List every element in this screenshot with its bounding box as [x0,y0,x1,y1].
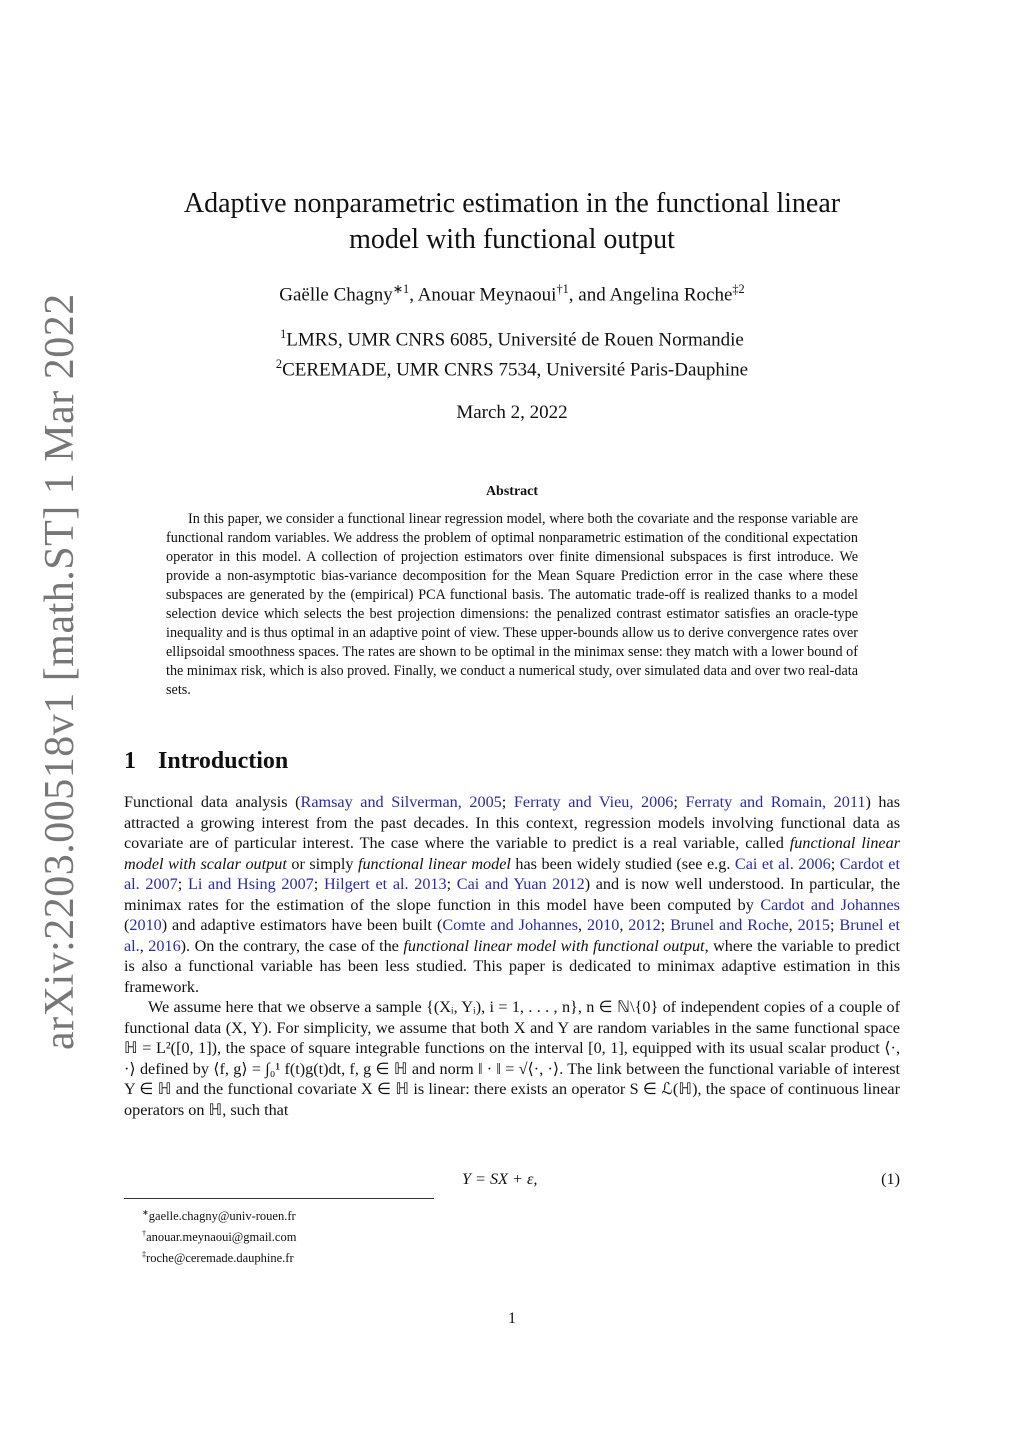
author-sep: , [409,284,418,306]
abstract [166,510,858,700]
citation-link[interactable]: Cardot et al. 2007 [124,854,900,893]
citation-link[interactable]: Comte and Johannes [442,916,579,934]
text-run: , [788,916,798,934]
citation-link[interactable]: Li and Hsing 2007 [187,875,314,893]
citation-link[interactable]: 2010 [586,916,620,934]
affiliation-2 [130,352,894,382]
affiliation-1 [130,322,894,352]
citation-link[interactable]: Cardot and Johannes [760,895,900,914]
abstract-heading: Abstract [485,484,539,499]
citation-link[interactable]: Ferraty and Romain, 2011 [685,793,866,811]
emphasis: functional linear model [357,854,511,873]
text-run: , [578,916,587,934]
arxiv-stamp: arXiv:2203.00518v1 [math.ST] 1 Mar 2022 [37,293,83,1050]
citation-link[interactable]: Brunel et al. [124,916,901,955]
intro-paragraph-2: We assume here that we observe a sample {(Xᵢ, Yᵢ), i = 1, . . . , n}, n ∈ ℕ\{0} of independent copies of a couple of functional data (X, Y). For simplicity, we assume that both X and Y are random variables in the same functional space ℍ = L²([0, 1]), the space of square integrable functions on the interval [0, 1], equipped with its usual scalar product ⟨·, ·⟩ defined by ⟨f, g⟩ = ∫₀¹ f(t)g(t)dt, f, g ∈ ℍ and norm ‖ · ‖ = √⟨·, ·⟩. The link between the functional variable of interest Y ∈ ℍ and the functional covariate X ∈ ℍ is linear: there exists an operator S ∈ ℒ(ℍ), the space of continuous linear operators on ℍ, such that [124,998,900,1119]
paper-date: March 2, 2022 [456,402,568,423]
text-run: , where the variable to predict is also a functional variable has been less studied. This paper is dedicated to minimax adaptive estimation in this framework. [124,936,901,996]
emphasis: functional linear model with functional output [403,936,705,955]
text-run: ; [830,854,840,873]
text-run: ) has attracted a growing interest from the past decades. In this context, regression models involving functional data as covariate are of particular interest. The case where the variable to predict is a real variable, called [124,793,901,852]
author-3: Angelina Roche [609,284,733,306]
text-run: or simply [286,854,358,873]
footnote-rule [124,1198,434,1199]
citation-link[interactable]: Hilgert et al. 2013 [323,875,447,893]
author-1-mark: ∗1 [392,282,410,296]
citation-link[interactable]: Brunel and Roche [670,916,789,934]
title-line-1: Adaptive nonparametric estimation in the functional linear [183,188,841,219]
section-title: Introduction [158,748,289,774]
affiliation-1-text: LMRS, UMR CNRS 6085, Université de Rouen Normandie [286,329,744,351]
title-line-2: model with functional output [349,224,675,255]
citation-link[interactable]: 2016 [148,936,181,955]
footnote-email: anouar.meynaoui@gmail.com [146,1230,297,1245]
abstract-text: In this paper, we consider a functional linear regression model, where both the covariate and the response variable are functional random variables. We address the problem of optimal nonparametric estimation of the conditional expectation operator in this model. A collection of projection estimators over finite dimensional subspaces is first introduce. We provide a non-asymptotic bias-variance decomposition for the Mean Square Prediction error in the case where these subspaces are generated by the (empirical) PCA functional basis. The automatic trade-off is realized thanks to a model selection device which selects the best projection dimensions: the penalized contrast estimator satisfies an oracle-type inequality and is thus optimal in an adaptive point of view. These upper-bounds allow us to derive convergence rates over ellipsoidal smoothness spaces. The rates are shown to be optimal in the minimax sense: they match with a lower bound of the minimax risk, which is also proved. Finally, we conduct a numerical study, over simulated data and over two real-data sets. [166,511,858,698]
paper-title [130,186,894,258]
text-run: ; [829,916,840,934]
author-2: Anouar Meynaoui [417,284,557,306]
footnotes [142,1204,296,1267]
footnote-1 [142,1204,296,1225]
text-run: Functional data analysis ( [124,793,301,811]
citation-link[interactable]: Cai and Yuan 2012 [456,875,585,893]
intro-paragraph-1 [124,792,900,997]
author-1: Gaëlle Chagny [279,284,393,306]
text-run: , [619,916,629,934]
emphasis: functional linear model with scalar output [124,834,901,873]
text-run: ; [673,793,686,811]
section-number: 1 [124,748,136,774]
citation-link[interactable]: 2012 [628,916,661,934]
footnote-mark: ‡ [142,1250,147,1260]
text-run: ( [124,916,130,934]
text-run: has been widely studied (see e.g. [510,854,735,873]
text-run: ; [446,875,457,893]
affiliation-2-text: CEREMADE, UMR CNRS 7534, Université Paris-Dauphine [282,359,749,381]
footnote-mark: † [142,1229,147,1239]
text-run: ) and is now well understood. In particular, the minimax rates for the estimation of the slope function in this model have been computed by [124,875,901,914]
affiliation-1-num: 1 [280,327,287,341]
citation-link[interactable]: Cai et al. 2006 [734,854,831,873]
footnote-3 [142,1246,296,1267]
text-run: , [139,936,149,955]
citation-link[interactable]: 2010 [129,916,162,934]
footnote-email: roche@ceremade.dauphine.fr [146,1251,294,1266]
page-number: 1 [508,1310,516,1327]
citation-link[interactable]: Ramsay and Silverman, 2005 [300,793,502,811]
author-3-mark: ‡2 [732,282,745,296]
text-run: ) and adaptive estimators have been built ( [161,916,443,934]
author-list [130,282,894,306]
citation-link[interactable]: 2015 [797,916,830,934]
text-run: ; [660,916,671,934]
footnote-mark: ∗ [142,1208,149,1217]
text-run: ; [313,875,324,893]
footnote-email: gaelle.chagny@univ-rouen.fr [148,1209,296,1224]
section-heading-introduction [124,748,288,775]
equation-number: (1) [881,1170,900,1188]
author-sep: , and [568,284,610,306]
affiliations [130,322,894,383]
text-run: ; [501,793,514,811]
introduction-body [124,792,900,1120]
citation-link[interactable]: Ferraty and Vieu, 2006 [513,793,674,811]
affiliation-2-num: 2 [275,357,283,372]
footnote-2 [142,1225,296,1246]
author-2-mark: †1 [556,282,569,296]
text-run: ). On the contrary, the case of the [180,936,404,955]
equation-body: Y = SX + ε, [462,1170,538,1188]
text-run: ; [177,875,188,893]
